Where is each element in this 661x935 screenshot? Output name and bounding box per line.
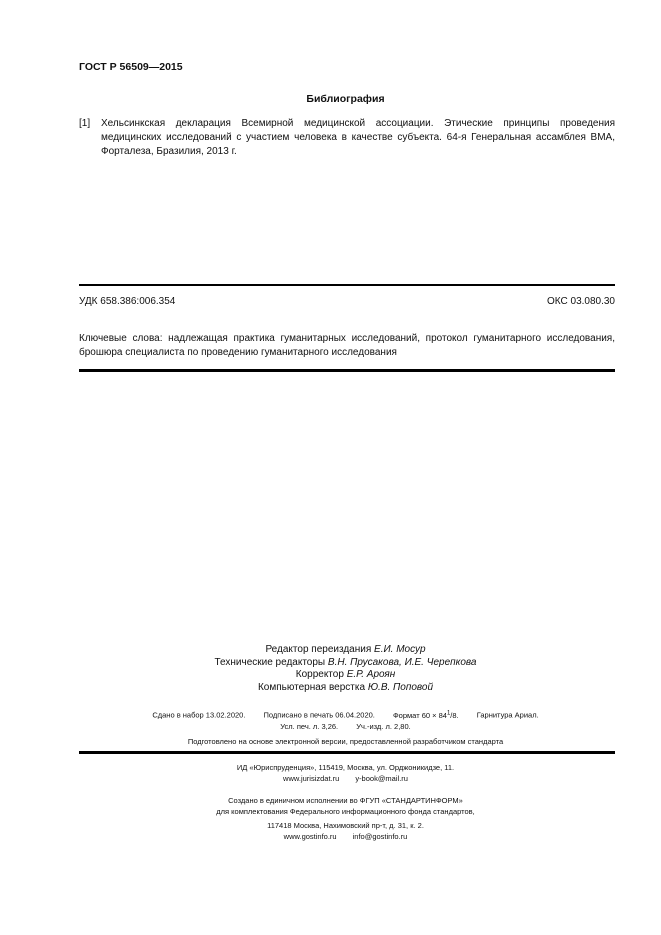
imprint [0, 708, 661, 732]
credit-name: Е.И. Мосур [374, 644, 426, 655]
divider-thick [79, 369, 615, 372]
publisher-info [0, 762, 661, 784]
credit-role: Технические редакторы [214, 656, 326, 668]
reference-number: [1] [79, 118, 91, 129]
producer-address-block [0, 820, 661, 842]
credit-role: Редактор переиздания [265, 644, 372, 655]
credit-line [30, 644, 661, 657]
credit-name: Ю.В. Поповой [367, 681, 434, 693]
credit-role: Корректор [295, 669, 344, 680]
producer-site: www.gostinfo.ru [283, 832, 337, 841]
producer-email: info@gostinfo.ru [352, 832, 408, 841]
producer-address: 117418 Москва, Нахимовский пр-т, д. 31, к. 2. [267, 821, 424, 830]
publisher-email: y-book@mail.ru [355, 774, 408, 783]
bibliography-item [79, 117, 615, 159]
credit-name: Е.Р. Ароян [346, 669, 396, 680]
credit-name: В.Н. Прусакова, И.Е. Черепкова [327, 656, 477, 668]
divider [79, 284, 615, 286]
format: Формат $60 \times 84^1/8$. [392, 710, 459, 720]
publication-sheets: Уч.-изд. л. 2,80. [356, 721, 411, 731]
typeface: Гарнитура Ариал. [476, 710, 539, 720]
print-sheets: Усл. печ. л. 3,26. [280, 721, 339, 731]
producer-line: Создано в единичном исполнении во ФГУП «СТАНДАРТИНФОРМ» [228, 796, 463, 805]
producer-line: для комплектования Федерального информационного фонда стандартов, [216, 807, 475, 816]
oks-code: ОКС 03.080.30 [547, 296, 615, 307]
udk-code: УДК 658.386:006.354 [79, 296, 176, 307]
submitted-date: Сдано в набор 13.02.2020. [152, 710, 246, 720]
credit-line [30, 682, 661, 695]
signed-date: Подписано в печать 06.04.2020. [263, 710, 375, 720]
publisher-site: www.jurisizdat.ru [283, 774, 340, 783]
standard-number: ГОСТ Р 56509—2015 [79, 61, 183, 73]
producer-info [0, 795, 661, 817]
credit-line [30, 657, 661, 670]
credits [0, 644, 661, 694]
credit-line [30, 669, 661, 682]
divider-thick [79, 751, 615, 754]
prepared-note: Подготовлено на основе электронной версии, предоставленной разработчиком стандарта [187, 737, 504, 746]
bibliography-title: Библиография [306, 93, 385, 105]
reference-text: Хельсинкская декларация Всемирной медицинской ассоциации. Этические принципы проведения медицинских исследований с участием человека в качестве субъекта. 64-я Генеральная ассамблея ВМА, Форталеза, Бразилия, 2013 г. [101, 118, 615, 157]
publisher-address: ИД «Юриспруденция», 115419, Москва, ул. Орджоникидзе, 11. [236, 763, 455, 772]
credit-role: Компьютерная верстка [257, 681, 366, 693]
keywords: Ключевые слова: надлежащая практика гуманитарных исследований, протокол гуманитарного исследования, брошюра специалиста по проведению гуманитарного исследования [79, 333, 615, 358]
